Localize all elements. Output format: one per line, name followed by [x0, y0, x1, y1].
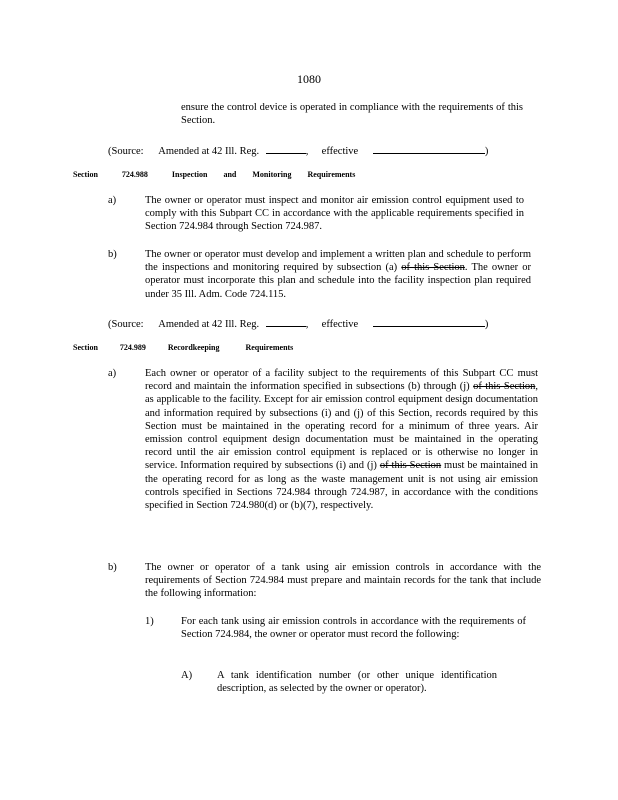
subsection-label-a: a) [108, 195, 117, 206]
effective-date-blank [373, 143, 485, 154]
subsection-b-text [145, 248, 531, 301]
source-effective: effective [321, 146, 359, 157]
subsection-label-a: a) [108, 368, 117, 379]
subsection-a-text [145, 367, 538, 512]
section-word: Section [73, 343, 98, 352]
effective-date-blank [373, 316, 485, 327]
subparagraph-label-a: A) [181, 670, 193, 681]
source-close: ) [484, 319, 489, 330]
subsection-label-b: b) [108, 249, 117, 260]
section-heading-724-988 [73, 170, 355, 179]
text-run: Each owner or operator of a facility subject to the requirements of this Subpart CC must record and maintain the information specified in subsections (b) through (j) [145, 368, 538, 393]
section-number: 724.989 [119, 343, 146, 352]
section-title: Inspection and Monitoring Requirements [171, 170, 356, 179]
source-label: (Source: [108, 146, 144, 157]
subsection-a-text: The owner or operator must inspect and monitor air emission control equipment used to comply with this Subpart CC in accordance with the applicable requirements specified in Section 724.984 through Section 724.987. [145, 195, 524, 233]
text-run: must be maintained in the operating record for as long as the waste management unit is not using air emission controls specified in Sections 724.984 through 724.987, in accordance with the conditions specified in Section 724.980(d) or (b)(7), respectively. [145, 460, 538, 512]
text-run: , as applicable to the facility. Except for air emission control equipment design documentation and information required by subsections (i) and (j) of this Section, records required by this Section must be maintained in the operating record for a minimum of three years. Air emission control equipment design documentation must be maintained in the operating record until the air emission control equipment is replaced or is otherwise no longer in service. Information required by subsections (i) and (j) [145, 381, 538, 472]
source-amended: Amended at 42 Ill. Reg. [158, 146, 260, 157]
subsection-label-b: b) [108, 562, 117, 573]
section-heading-724-989 [73, 343, 293, 352]
source-note [108, 143, 488, 158]
source-comma: , [305, 146, 309, 157]
subsection-b-text: The owner or operator of a tank using air emission controls in accordance with the requirements of Section 724.984 must prepare and maintain records for the tank that include the following information: [145, 562, 541, 600]
source-label: (Source: [108, 319, 144, 330]
paragraph-1-text: For each tank using air emission controls in accordance with the requirements of Section 724.984, the owner or operator must record the following: [181, 616, 526, 641]
source-note [108, 316, 488, 331]
section-number: 724.988 [121, 170, 148, 179]
intro-continuation: ensure the control device is operated in compliance with the requirements of this Section. [181, 102, 523, 127]
paragraph-label-1: 1) [145, 616, 154, 627]
struck-text: of this Section [473, 381, 536, 393]
source-amended: Amended at 42 Ill. Reg. [158, 319, 260, 330]
section-title: Recordkeeping Requirements [167, 343, 294, 352]
source-close: ) [484, 146, 489, 157]
text-run: The owner or operator must develop and implement a written plan and schedule to perform the inspections and monitoring required by subsection (a) [145, 249, 531, 274]
struck-text: of this Section [379, 460, 442, 472]
register-blank [266, 143, 306, 154]
register-blank [266, 316, 306, 327]
subparagraph-a-text: A tank identification number (or other unique identification description, as selected by the owner or operator). [217, 670, 497, 695]
source-effective: effective [321, 319, 359, 330]
section-word: Section [73, 170, 98, 179]
page-number: 1080 [297, 72, 321, 86]
struck-text: of this Section [401, 262, 465, 274]
text-run: . The owner or operator must incorporate this plan and schedule into the facility inspection plan required under 35 Ill. Adm. Code 724.115. [145, 262, 531, 300]
source-comma: , [305, 319, 309, 330]
